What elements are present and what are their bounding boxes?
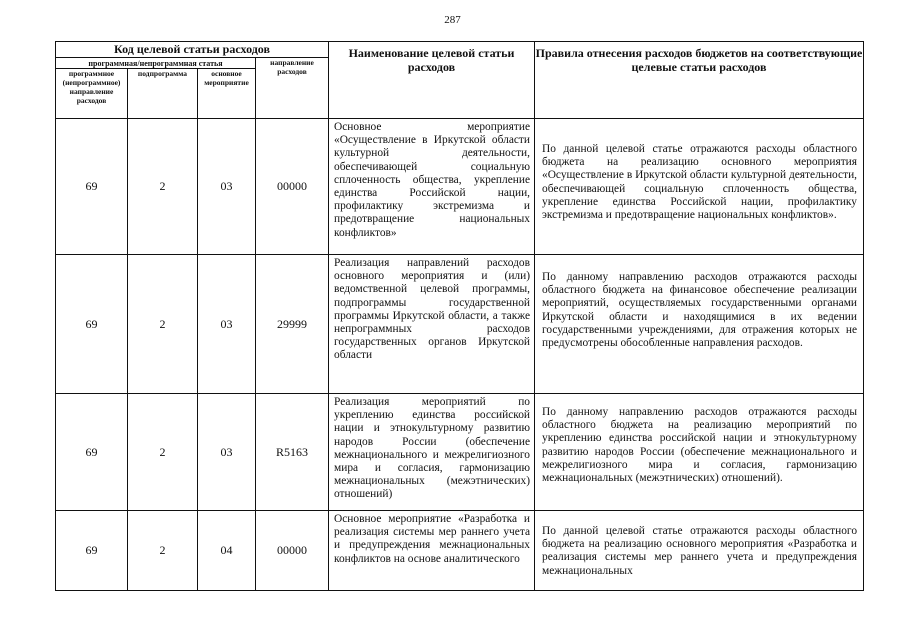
- subprogram-cell: 2: [128, 255, 198, 394]
- table-row: [56, 511, 864, 591]
- main-event-header: основное мероприятие: [198, 69, 256, 119]
- direction-cell: 00000: [256, 119, 329, 255]
- direction-cell: 29999: [256, 255, 329, 394]
- event-cell: 03: [198, 255, 256, 394]
- subprogram-header: подпрограмма: [128, 69, 198, 119]
- subprogram-cell: 2: [128, 394, 198, 511]
- table-row: [56, 255, 864, 394]
- name-cell: Основное мероприятие «Осуществление в Иркутской области культурной деятельности, обеспечивающей социальную сплоченность общества, укрепление единства Российской нации, профилактику экстремизма и предотвращение национальных конфликтов»: [329, 119, 535, 255]
- direction-cell: R5163: [256, 394, 329, 511]
- program-cell: 69: [56, 119, 128, 255]
- code-header: Код целевой статьи расходов: [56, 42, 329, 58]
- program-header: программное (непрограммное) направление расходов: [56, 69, 128, 119]
- subprogram-cell: 2: [128, 119, 198, 255]
- target-expense-table: [55, 41, 864, 591]
- direction-header: направление расходов: [256, 58, 329, 119]
- program-cell: 69: [56, 394, 128, 511]
- subprogram-cell: 2: [128, 511, 198, 591]
- event-cell: 04: [198, 511, 256, 591]
- rule-cell: По данному направлению расходов отражаются расходы областного бюджета на финансовое обеспечение реализации мероприятий, осуществляемых государственными органами Иркутской области и находящимися в их ведении государственными учреждениями, для отражения которых не предусмотрены обособленные направления расходов.: [535, 255, 864, 394]
- name-cell: Основное мероприятие «Разработка и реализация системы мер раннего учета и предупреждения межнациональных конфликтов на основе аналитического: [329, 511, 535, 591]
- table-row: [56, 119, 864, 255]
- rule-cell: По данной целевой статье отражаются расходы областного бюджета на реализацию основного мероприятия «Разработка и реализация системы мер раннего учета и предупреждения межнациональных: [535, 511, 864, 591]
- direction-cell: 00000: [256, 511, 329, 591]
- rule-cell: По данному направлению расходов отражаются расходы областного бюджета на реализацию мероприятий по укреплению единства российской нации и этнокультурному развитию народов России (обеспечение межнационального и межрелигиозного мира и согласия, гармонизацию межнациональных (межэтнических) отношений).: [535, 394, 864, 511]
- rule-cell: По данной целевой статье отражаются расходы областного бюджета на реализацию основного мероприятия «Осуществление в Иркутской области культурной деятельности, обеспечивающей социальную сплоченность общества, укрепление единства Российской нации, профилактику экстремизма и предотвращение национальных конфликтов».: [535, 119, 864, 255]
- name-cell: Реализация направлений расходов основного мероприятия и (или) ведомственной целевой программы, подпрограммы государственной программы Иркутской области, а также непрограммных расходов государственных органов Иркутской области: [329, 255, 535, 394]
- program-group-header: программная/непрограммная статья: [56, 58, 256, 69]
- page-number: 287: [444, 14, 461, 26]
- program-cell: 69: [56, 255, 128, 394]
- program-cell: 69: [56, 511, 128, 591]
- event-cell: 03: [198, 119, 256, 255]
- name-cell: Реализация мероприятий по укреплению единства российской нации и этнокультурному развитию народов России (обеспечение межнационального и межрелигиозного мира и согласия, гармонизацию межнациональных (межэтнических) отношений): [329, 394, 535, 511]
- rule-header: Правила отнесения расходов бюджетов на соответствующие целевые статьи расходов: [535, 42, 864, 119]
- table-row: [56, 394, 864, 511]
- name-header: Наименование целевой статьи расходов: [329, 42, 535, 119]
- event-cell: 03: [198, 394, 256, 511]
